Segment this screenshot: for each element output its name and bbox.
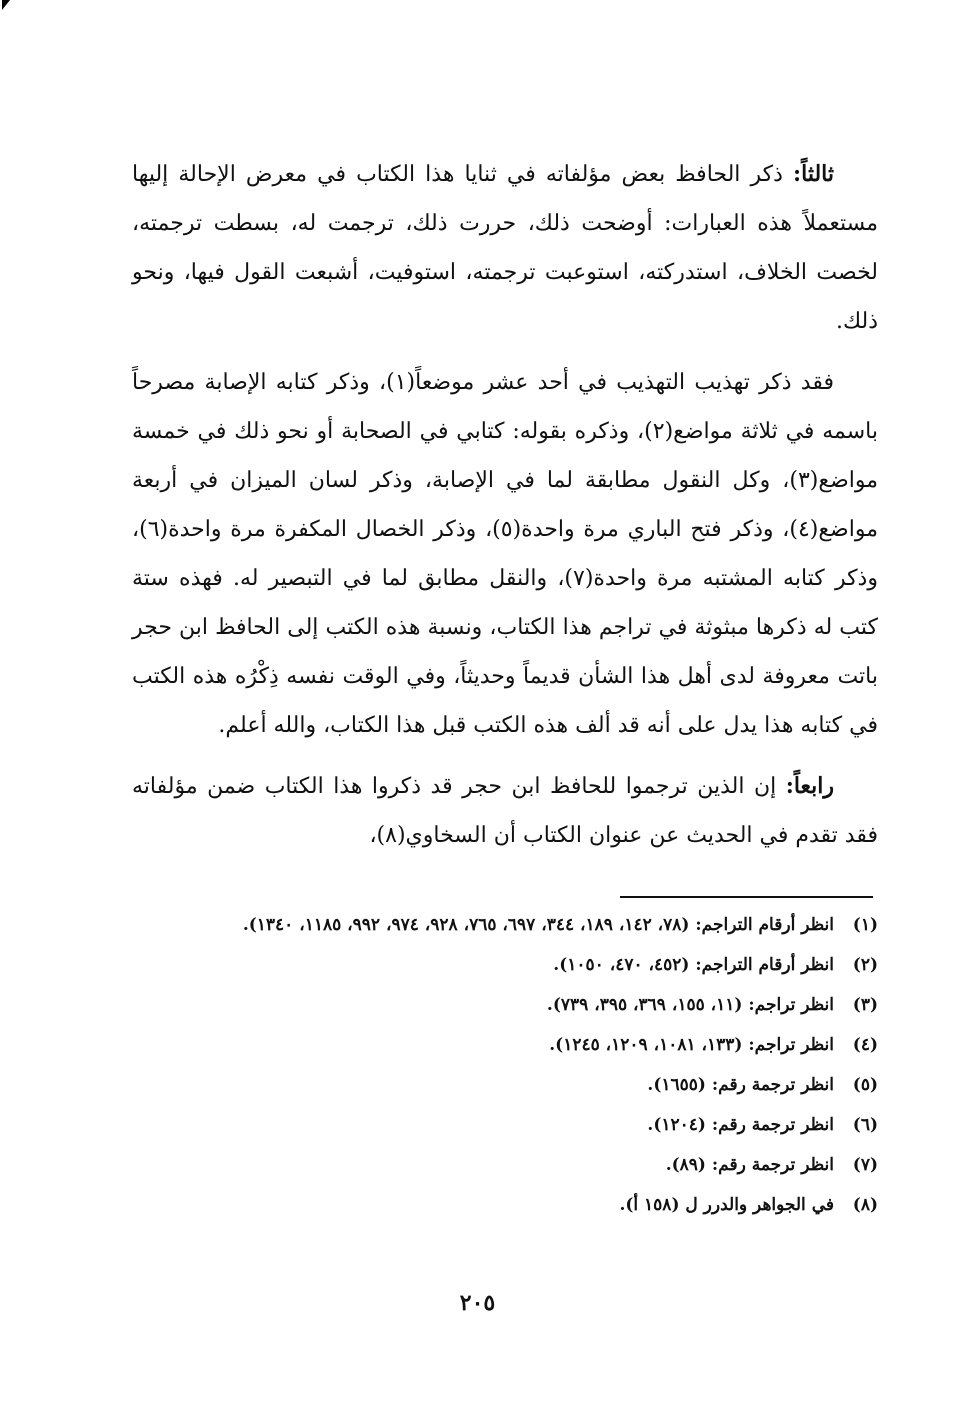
paragraph-books-list	[132, 358, 878, 750]
footnote-number: (٤)	[852, 1035, 878, 1055]
footnote-text: انظر ترجمة رقم: (٨٩).	[665, 1155, 834, 1175]
footnote-item	[132, 1185, 878, 1225]
paragraph-rabian	[132, 762, 878, 860]
footnote-text: انظر تراجم: (١٣٣، ١٠٨١، ١٢٠٩، ١٢٤٥).	[549, 1035, 834, 1055]
footnote-number: (١)	[852, 915, 878, 935]
paragraph-lead: رابعاً:	[785, 773, 834, 799]
footnote-item	[132, 1065, 878, 1105]
footnote-number: (٣)	[852, 995, 878, 1015]
footnote-item	[132, 1105, 878, 1145]
paragraph-text: إن الذين ترجموا للحافظ ابن حجر قد ذكروا هذا الكتاب ضمن مؤلفاته فقد تقدم في الحديث عن عنوان الكتاب أن السخاوي(٨)،	[132, 774, 878, 848]
footnote-text: انظر أرقام التراجم: (٧٨، ١٤٢، ١٨٩، ٣٤٤، ٦٩٧، ٧٦٥، ٩٢٨، ٩٧٤، ٩٩٢، ١١٨٥، ١٣٤٠).	[242, 915, 834, 935]
footnote-separator	[620, 896, 873, 898]
paragraph-lead: ثالثاً:	[793, 161, 834, 187]
footnote-item	[132, 945, 878, 985]
footnote-text: انظر أرقام التراجم: (٤٥٢، ٤٧٠، ١٠٥٠).	[553, 955, 834, 975]
paragraph-thalithan	[132, 150, 878, 346]
page-number: ٢٠٥	[459, 1290, 496, 1316]
footnote-item	[132, 1025, 878, 1065]
footnote-text: في الجواهر والدرر ل (١٥٨ أ).	[619, 1195, 834, 1215]
corner-mark	[2, 0, 10, 10]
footnote-number: (٨)	[852, 1195, 878, 1215]
footnote-number: (٦)	[852, 1115, 878, 1135]
footnote-number: (٧)	[852, 1155, 878, 1175]
footnote-text: انظر ترجمة رقم: (١٢٠٤).	[647, 1115, 834, 1135]
footnote-text: انظر تراجم: (١١، ١٥٥، ٣٦٩، ٣٩٥، ٧٣٩).	[546, 995, 834, 1015]
footnotes	[132, 905, 878, 1225]
footnote-text: انظر ترجمة رقم: (١٦٥٥).	[647, 1075, 834, 1095]
footnote-number: (٥)	[852, 1075, 878, 1095]
footnote-item	[132, 985, 878, 1025]
paragraph-text: فقد ذكر تهذيب التهذيب في أحد عشر موضعاً(١)، وذكر كتابه الإصابة مصرحاً باسمه في ثلاثة مواضع(٢)، وذكره بقوله: كتابي في الصحابة أو نحو ذلك في خمسة مواضع(٣)، وكل النقول مطابقة لما في الإصابة، وذكر لسان الميزان في أربعة مواضع(٤)، وذكر فتح الباري مرة واحدة(٥)، وذكر الخصال المكفرة مرة واحدة(٦)، وذكر كتابه المشتبه مرة واحدة(٧)، والنقل مطابق لما في التبصير له. فهذه ستة كتب له ذكرها مبثوثة في تراجم هذا الكتاب، ونسبة هذه الكتب إلى الحافظ ابن حجر باتت معروفة لدى أهل هذا الشأن قديماً وحديثاً، وفي الوقت نفسه ذِكْرُه هذه الكتب في كتابه هذا يدل على أنه قد ألف هذه الكتب قبل هذا الكتاب، والله أعلم.	[132, 370, 879, 738]
footnote-item	[132, 905, 878, 945]
paragraph-text: ذكر الحافظ بعض مؤلفاته في ثنايا هذا الكتاب في معرض الإحالة إليها مستعملاً هذه العبارات: أوضحت ذلك، حررت ذلك، ترجمت له، بسطت ترجمته، لخصت الخلاف، استدركته، استوعبت ترجمته، استوفيت، أشبعت القول فيها، ونحو ذلك.	[132, 162, 878, 334]
main-text	[132, 150, 878, 872]
footnote-number: (٢)	[852, 955, 878, 975]
footnote-item	[132, 1145, 878, 1185]
